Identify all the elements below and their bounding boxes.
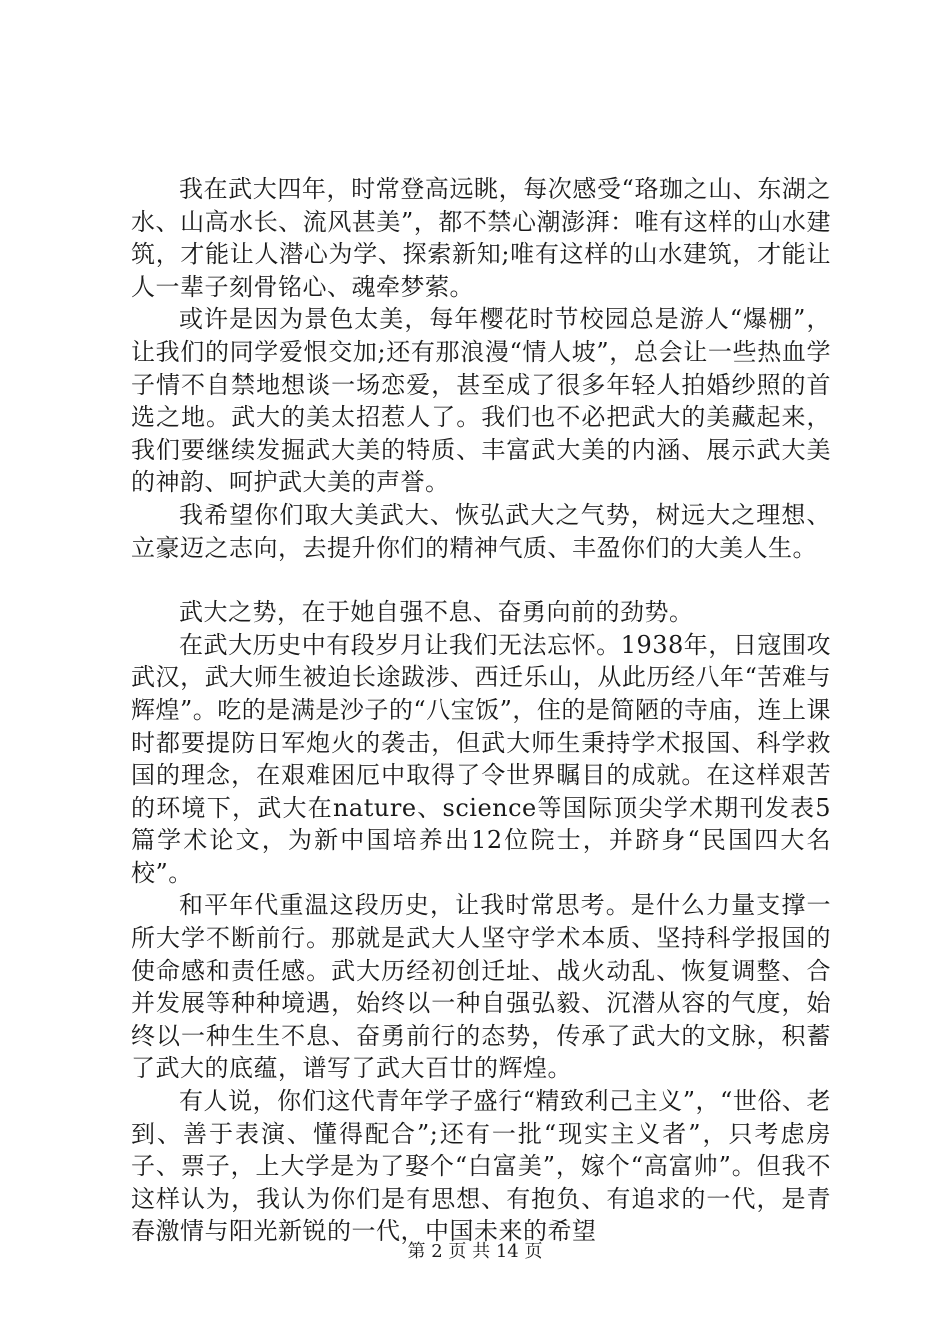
- paragraph: 我希望你们取大美武大、恢弘武大之气势，树远大之理想、立豪迈之志向，去提升你们的精神气质、丰盈你们的大美人生。: [131, 500, 831, 562]
- paragraph: 我在武大四年，时常登高远眺，每次感受“珞珈之山、东湖之水、山高水长、流风甚美”，都不禁心潮澎湃：唯有这样的山水建筑，才能让人潜心为学、探索新知;唯有这样的山水建筑，才能让人一辈子刻骨铭心、魂牵梦萦。: [131, 175, 831, 301]
- paragraph: 有人说，你们这代青年学子盛行“精致利己主义”，“世俗、老到、善于表演、懂得配合”;还有一批“现实主义者”，只考虑房子、票子，上大学是为了娶个“白富美”，嫁个“高富帅”。但我不这样认为，我认为你们是有思想、有抱负、有追求的一代，是青春激情与阳光新锐的一代，中国未来的希望: [131, 1087, 831, 1246]
- section-heading: 武大之势，在于她自强不息、奋勇向前的劲势。: [179, 598, 694, 627]
- document-body: [131, 173, 831, 1248]
- section-gap: [131, 564, 831, 596]
- paragraph: 在武大历史中有段岁月让我们无法忘怀。1938年，日寇围攻武汉，武大师生被迫长途跋涉、西迁乐山，从此历经八年“苦难与辉煌”。吃的是满是沙子的“八宝饭”，住的是简陋的寺庙，连上课时都要提防日军炮火的袭击，但武大师生秉持学术报国、科学救国的理念，在艰难困厄中取得了令世界瞩目的成就。在这样艰苦的环境下，武大在nature、science等国际顶尖学术期刊发表5篇学术论文，为新中国培养出12位院士，并跻身“民国四大名校”。: [131, 630, 831, 887]
- page-footer: 第 2 页 共 14 页: [407, 1241, 543, 1262]
- paragraph: 和平年代重温这段历史，让我时常思考。是什么力量支撑一所大学不断前行。那就是武大人坚守学术本质、坚持科学报国的使命感和责任感。武大历经初创迁址、战火动乱、恢复调整、合并发展等种种境遇，始终以一种自强弘毅、沉潜从容的气度，始终以一种生生不息、奋勇前行的态势，传承了武大的文脉，积蓄了武大的底蕴，谱写了武大百廿的辉煌。: [131, 891, 831, 1083]
- paragraph: 或许是因为景色太美，每年樱花时节校园总是游人“爆棚”，让我们的同学爱恨交加;还有那浪漫“情人坡”，总会让一些热血学子情不自禁地想谈一场恋爱，甚至成了很多年轻人拍婚纱照的首选之地。武大的美太招惹人了。我们也不必把武大的美藏起来，我们要继续发掘武大美的特质、丰富武大美的内涵、展示武大美的神韵、呵护武大美的声誉。: [131, 305, 831, 497]
